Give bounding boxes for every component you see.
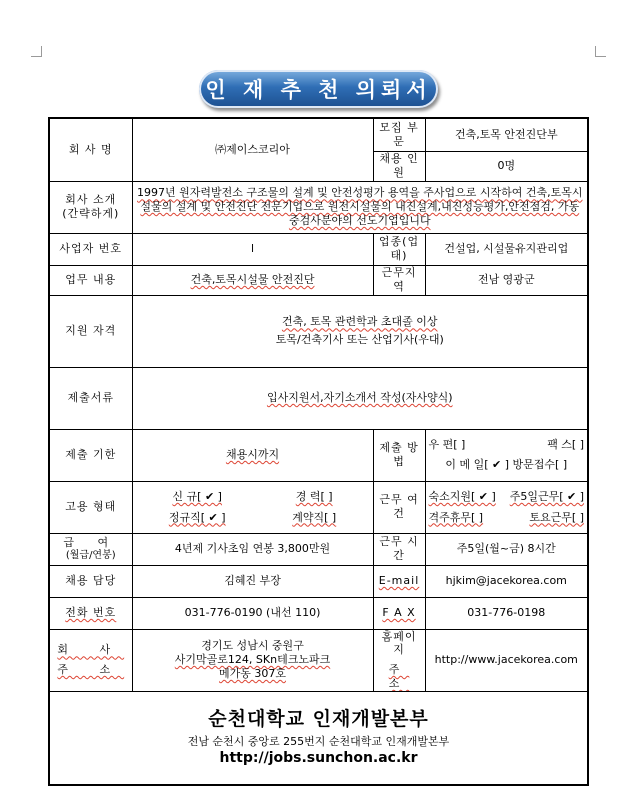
conditions-label: 근무 여건	[373, 481, 425, 533]
method-value	[425, 429, 588, 481]
employment-type-line-1	[136, 490, 370, 504]
method-fax: 팩 스[ ]	[547, 438, 585, 452]
row-duty	[49, 265, 588, 295]
headcount-value: 0명	[425, 151, 588, 181]
conditions-line-1	[429, 490, 585, 504]
title-banner	[199, 70, 438, 108]
manager-label: 채용 담당	[49, 565, 132, 597]
deadline-text: 채용시까지	[225, 448, 280, 462]
homepage-label-1: 홈페이지	[381, 629, 417, 657]
business-number-label: 사업자 번호	[49, 233, 132, 265]
address-label	[49, 629, 132, 691]
qualification-label: 지원 자격	[49, 295, 132, 367]
company-intro-value	[132, 181, 588, 233]
footer-url[interactable]: http://jobs.sunchon.ac.kr	[219, 750, 418, 767]
address-value	[132, 629, 373, 691]
company-intro-label-2: (간략하게)	[62, 207, 120, 220]
row-footer	[49, 691, 588, 785]
row-qualification	[49, 295, 588, 367]
phone-label	[49, 597, 132, 629]
industry-label: 업종(업태)	[373, 233, 425, 265]
row-submission	[49, 429, 588, 481]
email-label-text: E-mail	[378, 574, 420, 588]
salary-label-2: (월급/연봉)	[65, 549, 116, 561]
employment-type-line-2	[136, 511, 370, 525]
salary-label	[49, 533, 132, 565]
company-intro-label	[49, 181, 132, 233]
company-name-label: 회 사 명	[49, 118, 132, 181]
row-phone	[49, 597, 588, 629]
headcount-label: 채용 인원	[373, 151, 425, 181]
salary-value: 4년제 기사초임 연봉 3,800만원	[132, 533, 373, 565]
email-value: hjkim@jacekorea.com	[425, 565, 588, 597]
homepage-value[interactable]: http://www.jacekorea.com	[425, 629, 588, 691]
salary-label-1: 급 여	[63, 535, 119, 549]
document-title: 인 재 추 천 의뢰서	[199, 70, 438, 108]
recruit-dept-value: 건축,토목 안전진단부	[425, 118, 588, 151]
crop-mark-left	[31, 46, 42, 57]
type-career: 경 력[ ]	[295, 489, 333, 503]
fax-label-text: F A X	[382, 606, 416, 620]
type-new: 신 규[ ✔ ]	[172, 489, 222, 503]
footer-org: 순천대학교 인재개발본부	[208, 707, 429, 730]
homepage-label-2: 주 소	[388, 663, 410, 690]
row-manager	[49, 565, 588, 597]
email-label	[373, 565, 425, 597]
cond-saturday: 토요근무[ ]	[529, 510, 585, 524]
company-intro-label-1: 회사 소개	[65, 193, 117, 207]
footer-cell	[49, 691, 588, 785]
conditions-line-2	[429, 511, 585, 525]
documents-text: 입사지원서,자기소개서 작성(자사양식)	[266, 391, 453, 405]
phone-value: 031-776-0190 (내선 110)	[132, 597, 373, 629]
row-employment	[49, 481, 588, 533]
method-line-1	[429, 438, 585, 452]
row-company-intro	[49, 181, 588, 233]
row-documents	[49, 367, 588, 429]
fax-label	[373, 597, 425, 629]
homepage-label	[373, 629, 425, 691]
address-line-1: 경기도 성남시 중원구	[201, 639, 304, 653]
location-value: 전남 영광군	[425, 265, 588, 295]
phone-label-text: 전화 번호	[65, 606, 117, 620]
manager-value: 김혜진 부장	[132, 565, 373, 597]
method-mail: 우 편[ ]	[428, 438, 466, 452]
qualification-value	[132, 295, 588, 367]
conditions-value	[425, 481, 588, 533]
qualification-line-2: 토목/건축기사 또는 산업기사(우대)	[275, 333, 444, 346]
method-line-2: 이 메 일[ ✔ ] 방문접수[ ]	[445, 458, 568, 471]
cond-housing: 숙소지원[ ✔ ]	[428, 489, 496, 503]
crop-mark-right	[595, 46, 606, 57]
hours-label: 근무 시간	[373, 533, 425, 565]
employment-type-label: 고용 형태	[49, 481, 132, 533]
address-label-2: 주 소	[57, 663, 125, 676]
location-label: 근무지역	[373, 265, 425, 295]
fax-value: 031-776-0198	[425, 597, 588, 629]
row-business-number	[49, 233, 588, 265]
duty-text: 건축,토목시설물 안전진단	[190, 273, 315, 287]
row-address	[49, 629, 588, 691]
industry-value: 건설업, 시설물유지관리업	[425, 233, 588, 265]
cond-5day: 주5일근무[ ✔ ]	[509, 489, 585, 503]
row-company-name	[49, 118, 588, 151]
address-line-2: 사기막골로124, SKn테크노파크	[174, 653, 331, 667]
business-number-value: l	[132, 233, 373, 265]
documents-label: 제출서류	[49, 367, 132, 429]
hours-value: 주5일(월~금) 8시간	[425, 533, 588, 565]
employment-type-value	[132, 481, 373, 533]
deadline-label: 제출 기한	[49, 429, 132, 481]
company-name-value: ㈜제이스코리아	[132, 118, 373, 181]
duty-value	[132, 265, 373, 295]
row-salary	[49, 533, 588, 565]
duty-label: 업무 내용	[49, 265, 132, 295]
type-regular: 정규직[ ✔ ]	[168, 510, 226, 524]
type-contract: 계약직[ ]	[292, 510, 337, 524]
qualification-line-1: 건축, 토목 관련학과 초대졸 이상	[281, 315, 438, 329]
footer-address: 전남 순천시 중앙로 255번지 순천대학교 인재개발본부	[187, 734, 450, 748]
company-intro-text: 1997년 원자력발전소 구조물의 설계 및 안전성평가 용역을 주사업으로 시작하여 건축,토목시설물의 설계 및 안전진단 전문기업으로 원전시설물의 내진설계,내진성능평가,안전점검, 가동중검사분야의 선도기업입니다	[137, 186, 583, 227]
address-line-3: 메가동 307호	[219, 666, 286, 680]
deadline-value	[132, 429, 373, 481]
recruitment-form-table	[48, 117, 589, 786]
recruit-dept-label: 모집 부문	[373, 118, 425, 151]
documents-value	[132, 367, 588, 429]
cond-biweekly: 격주휴무[ ]	[428, 510, 484, 524]
method-label: 제출 방법	[373, 429, 425, 481]
address-label-1: 회 사	[57, 643, 125, 657]
